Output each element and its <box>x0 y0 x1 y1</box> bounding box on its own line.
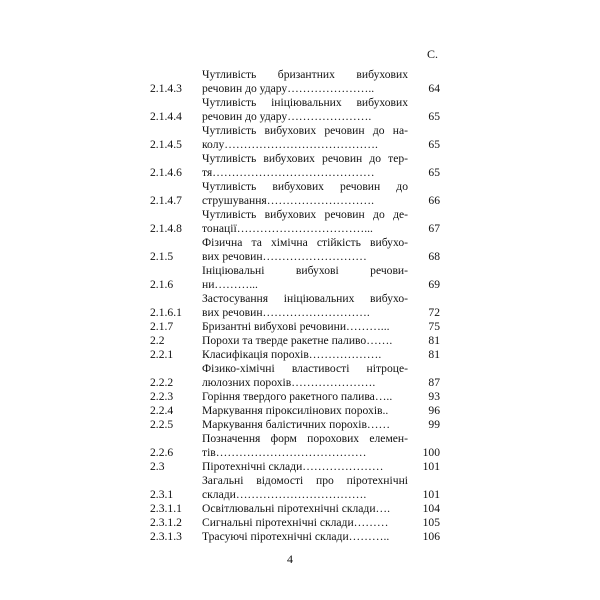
section-title-line: речовин до удару…………………. <box>202 110 372 123</box>
toc-entry <box>150 474 440 502</box>
section-title <box>202 292 408 320</box>
section-title-line: Освітлювальні піротехнічні склади…. <box>202 502 391 515</box>
table-of-contents <box>150 68 440 544</box>
section-title-line: Застосування ініціювальних вибухо- <box>202 292 408 305</box>
section-number: 2.3.1.1 <box>150 502 182 515</box>
toc-entry <box>150 292 440 320</box>
section-title <box>202 264 408 292</box>
section-page-number: 72 <box>428 306 440 319</box>
toc-entry <box>150 530 440 544</box>
section-title <box>202 208 408 236</box>
section-title-line: Фізико-хімічні властивості нітроце- <box>202 362 408 375</box>
section-title-line: Бризантні вибухові речовини………... <box>202 320 390 333</box>
page-column-header: С. <box>426 47 438 61</box>
section-page-number: 65 <box>428 138 440 151</box>
toc-entry <box>150 68 440 96</box>
section-title-line: ни………... <box>202 278 258 291</box>
toc-entry <box>150 348 440 362</box>
section-title-line: Маркування піроксилінових порохів.. <box>202 404 389 417</box>
section-number: 2.2.1 <box>150 348 174 361</box>
section-page-number: 96 <box>428 404 440 417</box>
toc-entry <box>150 334 440 348</box>
toc-entry <box>150 432 440 460</box>
section-title-line: Позначення форм порохових елемен- <box>202 432 408 445</box>
toc-entry <box>150 418 440 432</box>
toc-entry <box>150 404 440 418</box>
section-title-line: Піротехнічні склади………………… <box>202 460 384 473</box>
section-title <box>202 68 408 96</box>
section-title-line: склади……………………………. <box>202 488 367 501</box>
section-number: 2.3.1.2 <box>150 516 182 529</box>
section-title-line: Чутливість ініціювальних вибухових <box>202 96 408 109</box>
section-page-number: 75 <box>428 320 440 333</box>
section-title-line: Фізична та хімічна стійкість вибухо- <box>202 236 408 249</box>
section-number: 2.1.7 <box>150 320 174 333</box>
section-page-number: 65 <box>428 166 440 179</box>
section-title <box>202 460 408 474</box>
section-title <box>202 530 408 544</box>
section-title-line: Горіння твердого ракетного палива….. <box>202 390 393 403</box>
section-title-line: Чутливість вибухових речовин до на- <box>202 124 408 137</box>
section-page-number: 99 <box>428 418 440 431</box>
section-title-line: речовин до удару………………….. <box>202 82 375 95</box>
section-page-number: 104 <box>422 502 440 515</box>
section-title-line: Класифікація порохів………………. <box>202 348 382 361</box>
section-number: 2.2.4 <box>150 404 174 417</box>
section-title-line: Порохи та тверде ракетне паливо……. <box>202 334 393 347</box>
section-page-number: 65 <box>428 110 440 123</box>
section-number: 2.2.3 <box>150 390 174 403</box>
section-title <box>202 362 408 390</box>
section-page-number: 87 <box>428 376 440 389</box>
toc-entry <box>150 320 440 334</box>
section-title-line: Сигнальні піротехнічні склади……… <box>202 516 389 529</box>
section-title-line: тів………………………………… <box>202 446 367 459</box>
section-number: 2.2 <box>150 334 165 347</box>
section-page-number: 67 <box>428 222 440 235</box>
toc-entry <box>150 208 440 236</box>
section-page-number: 101 <box>422 460 440 473</box>
section-number: 2.1.4.3 <box>150 82 182 95</box>
section-title <box>202 474 408 502</box>
toc-entry <box>150 460 440 474</box>
section-title <box>202 502 408 516</box>
section-title-line: Чутливість вибухових речовин до <box>202 180 408 193</box>
section-title <box>202 236 408 264</box>
section-title-line: тонації……………………………... <box>202 222 373 235</box>
section-number: 2.1.4.7 <box>150 194 182 207</box>
section-number: 2.3.1.3 <box>150 530 182 543</box>
toc-entry <box>150 96 440 124</box>
toc-entry <box>150 264 440 292</box>
section-page-number: 69 <box>428 278 440 291</box>
toc-entry <box>150 152 440 180</box>
section-title-line: Чутливість вибухових речовин до де- <box>202 208 408 221</box>
section-number: 2.1.6.1 <box>150 306 182 319</box>
toc-entry <box>150 362 440 390</box>
section-title <box>202 390 408 404</box>
toc-entry <box>150 390 440 404</box>
section-number: 2.2.6 <box>150 446 174 459</box>
section-title-line: Трасуючі піротехнічні склади……….. <box>202 530 390 543</box>
section-title-line: Чутливість бризантних вибухових <box>202 68 408 81</box>
section-page-number: 64 <box>428 82 440 95</box>
section-title <box>202 320 408 334</box>
section-number: 2.1.4.8 <box>150 222 182 235</box>
section-title <box>202 124 408 152</box>
section-title <box>202 516 408 530</box>
section-title-line: тя…………………………………… <box>202 166 375 179</box>
section-page-number: 105 <box>422 516 440 529</box>
section-title <box>202 152 408 180</box>
section-number: 2.1.6 <box>150 278 174 291</box>
section-title <box>202 334 408 348</box>
section-title-line: Маркування балістичних порохів…… <box>202 418 391 431</box>
toc-entry <box>150 180 440 208</box>
section-page-number: 81 <box>428 334 440 347</box>
section-title-line: струшування………………………. <box>202 194 374 207</box>
toc-entry <box>150 236 440 264</box>
section-title <box>202 432 408 460</box>
section-title <box>202 180 408 208</box>
section-number: 2.1.4.6 <box>150 166 182 179</box>
toc-entry <box>150 124 440 152</box>
section-page-number: 81 <box>428 348 440 361</box>
section-page-number: 100 <box>422 446 440 459</box>
section-page-number: 66 <box>428 194 440 207</box>
section-page-number: 93 <box>428 390 440 403</box>
section-title-line: люлозних порохів…………………. <box>202 376 376 389</box>
toc-entry <box>150 516 440 530</box>
section-title <box>202 348 408 362</box>
section-page-number: 68 <box>428 250 440 263</box>
section-number: 2.2.5 <box>150 418 174 431</box>
page-number: 4 <box>287 552 293 566</box>
section-title <box>202 96 408 124</box>
section-title-line: Чутливість вибухових речовин до тер- <box>202 152 408 165</box>
section-title-line: вих речовин………………………. <box>202 306 370 319</box>
section-title-line: Ініціювальні вибухові речови- <box>202 264 408 277</box>
section-number: 2.3.1 <box>150 488 174 501</box>
section-page-number: 101 <box>422 488 440 501</box>
section-number: 2.1.5 <box>150 250 174 263</box>
section-number: 2.2.2 <box>150 376 174 389</box>
toc-entry <box>150 502 440 516</box>
section-title <box>202 404 408 418</box>
section-number: 2.3 <box>150 460 165 473</box>
section-number: 2.1.4.4 <box>150 110 182 123</box>
section-number: 2.1.4.5 <box>150 138 182 151</box>
section-title-line: вих речовин……………………… <box>202 250 367 263</box>
section-title <box>202 418 408 432</box>
section-title-line: Загальні відомості про піротехнічні <box>202 474 408 487</box>
section-page-number: 106 <box>422 530 440 543</box>
section-title-line: колу…………………………………. <box>202 138 378 151</box>
